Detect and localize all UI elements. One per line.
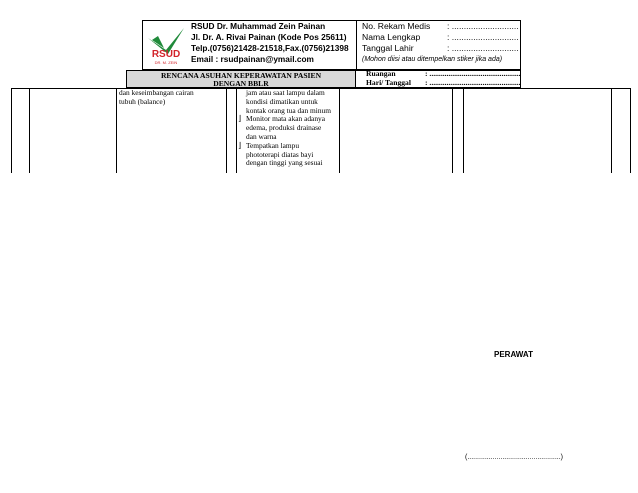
hospital-phone: Telp.(0756)21428-21518,Fax.(0756)21398 [191,43,349,53]
hospital-name: RSUD Dr. Muhammad Zein Painan [191,21,326,31]
intervention-line: jam atau saat lampu dalam [246,88,325,97]
bullet-bracket-icon: ⌋ [238,114,242,124]
intervention-line: kondisi dimatikan untuk [246,96,318,106]
field-full-name: Nama Lengkap : ............................ [362,32,519,42]
table-col-line [226,88,227,173]
field-room: Ruangan : ................................................ [366,69,521,78]
table-col-line [339,88,340,173]
birth-date-value[interactable]: : ............................ [447,43,519,53]
patient-note: (Mohon diisi atau ditempelkan stiker jika ada) [362,56,503,63]
full-name-value[interactable]: : ............................ [447,32,519,42]
table-col-line [11,88,12,173]
intervention-line: edema, produksi drainase [246,123,322,133]
diagnosis-cell [119,89,194,107]
form-title-line2: DENGAN BBLR [213,79,269,88]
hospital-info [191,21,349,65]
table-col-line [611,88,612,173]
room-fields [366,70,521,87]
table-col-line [630,88,631,173]
logo-subtext: DR. M. ZEIN [154,60,178,65]
hospital-logo [146,24,186,66]
nurse-signature-line[interactable]: (................................................) [465,454,564,461]
field-day-date: Hari/ Tanggal : ................................................ [366,77,521,87]
table-col-line [463,88,464,173]
room-value[interactable]: : ................................................ [425,69,521,78]
form-title-band [126,70,356,88]
intervention-line: ⌋ Tempatkan lampu [238,140,300,150]
nurse-label: PERAWAT [494,350,533,359]
intervention-line: dengan tinggi yang sesuai [246,158,323,168]
medical-record-value[interactable]: : ............................ [447,21,519,31]
table-col-line [452,88,453,173]
bullet-bracket-icon: ⌋ [238,140,242,150]
intervention-line: kontak orang tua dan minum [246,105,331,115]
form-title-line1: RENCANA ASUHAN KEPERAWATAN PASIEN [160,71,322,80]
diagnosis-line: tubuh (balance) [119,96,166,106]
intervention-line: dan warna [246,131,277,141]
logo-text: RSUD [151,49,181,60]
hospital-email: Email : rsudpainan@ymail.com [191,54,314,64]
day-date-value[interactable]: : ................................................ [425,77,521,87]
hospital-address: Jl. Dr. A. Rivai Painan (Kode Pos 25611) [191,32,347,42]
diagnosis-line: dan keseimbangan cairan [119,88,194,97]
intervention-line: phototerapi diatas bayi [246,149,314,159]
table-col-line [29,88,30,173]
intervention-line: ⌋ Monitor mata akan adanya [238,114,326,124]
intervention-cell [238,89,338,168]
patient-identity [362,21,519,65]
table-col-line [236,88,237,173]
field-medical-record: No. Rekam Medis : ............................ [362,21,519,31]
table-col-line [116,88,117,173]
field-birth-date: Tanggal Lahir : ............................ [362,43,519,53]
